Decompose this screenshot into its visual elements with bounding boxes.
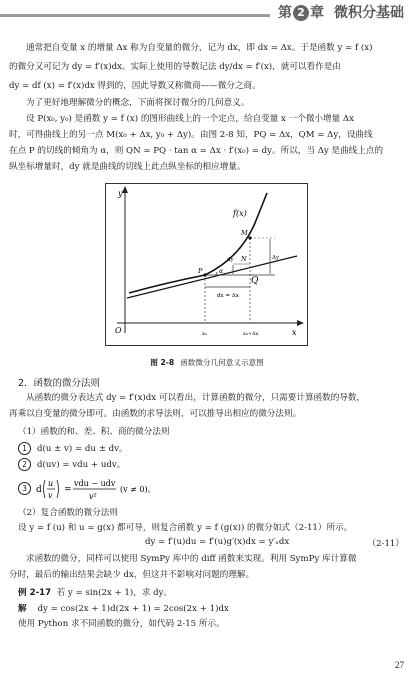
point-p (203, 273, 206, 276)
rhs-denominator: v² (89, 492, 97, 501)
solution-label: 解 (18, 604, 27, 614)
x-axis-label: x (292, 328, 297, 337)
subsection-title: （2）复合函数的微分法则 (18, 508, 118, 518)
dy-label: dy (227, 257, 234, 263)
rule-number: 2 (18, 458, 31, 471)
paragraph-line: 再乘以自变量的微分即可。由函数的求导法则，可以推导出相应的微分法则。 (9, 409, 302, 419)
paragraph-line: 时，可得曲线上的另一点 M(x₀ + Δx, y₀ + Δy)。由图 2-8 知，PQ = Δx，QM = Δy，设曲线 (9, 130, 373, 140)
alpha-label: α (219, 268, 224, 275)
chapter-number: 2 (293, 5, 309, 21)
n-label: N (241, 255, 247, 263)
paragraph-line: 在点 P 的切线的倾角为 α，则 QN = PQ · tan α = Δx · f′(x₀) = dy。所以，当 Δy 是曲线上点的 (9, 146, 384, 156)
origin-label: O (115, 326, 122, 335)
rule-text: d(u ± v) = du ± dv。 (37, 444, 128, 454)
equation-2-11: dy = f′(u)du = f′(u)g′(x)dx = y′ₓdx (145, 537, 290, 547)
paragraph-line: 使用 Python 求不同函数的微分，如代码 2-15 所示。 (18, 619, 225, 629)
example-label: 例 2-17 (18, 588, 52, 598)
page-header (0, 0, 414, 22)
rhs-numerator: vdu − udv (74, 479, 116, 488)
p-label: P (198, 267, 203, 275)
dx-label: dx = Δx (217, 293, 239, 299)
paragraph-line: 设 P(x₀, y₀) 是函数 y = f (x) 的图形曲线上的一个定点，给自变量 x 一个微小增量 Δx (26, 114, 354, 124)
rule-text: d(uv) = vdu + udv。 (37, 460, 126, 470)
example-text: 若 y = sin(2x + 1)，求 dy。 (56, 588, 173, 598)
point-m (248, 236, 251, 239)
paragraph-line: 分时，最后的输出结果会缺少 dx，但这并不影响对问题的理解。 (9, 570, 255, 580)
m-label: M (241, 229, 248, 237)
delta-y-label: Δy (272, 255, 280, 261)
rule-2 (18, 458, 125, 471)
equation-number: （2-11） (367, 539, 404, 549)
right-paren (57, 480, 59, 498)
paragraph-line: dy = df (x) = f′(x)dx 得到的，因此导数又称微商——微分之商。 (9, 81, 261, 91)
chapter-suffix: 章 (310, 5, 324, 21)
lhs-denominator: v (48, 491, 53, 500)
solution-text: dy = cos(2x + 1)d(2x + 1) = 2cos(2x + 1)dx (37, 604, 229, 614)
rule-number: 3 (18, 482, 31, 495)
d-symbol: d (36, 485, 42, 495)
curve-label: f(x) (233, 209, 247, 218)
x0-tick-label: x₀ (202, 331, 207, 337)
chapter-title: 微积分基础 (334, 5, 404, 21)
figure-caption (0, 357, 414, 368)
paragraph-line: 设 y = f (u) 和 u = g(x) 都可导，则复合函数 y = f (g(x)) 的微分如式（2-11）所示。 (18, 523, 353, 533)
left-paren (44, 480, 46, 498)
x0dx-tick-label: x₀+Δx (243, 331, 259, 337)
q-label: Q (251, 276, 259, 286)
page-number: 27 (395, 660, 404, 670)
equals-sign: = (64, 485, 72, 495)
paragraph-line: 为了更好地理解微分的概念，下面将探讨微分的几何意义。 (26, 98, 250, 108)
solution-line (18, 602, 229, 614)
caption-text: 函数微分几何意义示意图 (180, 358, 264, 367)
paragraph-line: 求函数的微分，同样可以使用 SymPy 库中的 diff 函数来实现。利用 SymPy 库计算微 (26, 554, 357, 564)
example-line (18, 586, 172, 598)
differential-diagram (105, 183, 308, 346)
caption-number: 图 2-8 (150, 358, 175, 367)
paragraph-line: 纵坐标增量时，dy 就是曲线的切线上此点纵坐标的相应增量。 (9, 162, 246, 172)
rule-1 (18, 442, 128, 455)
rule-3-number (18, 482, 37, 495)
rule-number: 1 (18, 442, 31, 455)
paragraph-line: 通常把自变量 x 的增量 Δx 称为自变量的微分，记为 dx，即 dx = Δx。于是函数 y = f (x) (26, 43, 373, 53)
header-rule (0, 14, 270, 17)
paragraph-line: 从函数的微分表达式 dy = f′(x)dx 可以看出，计算函数的微分，只需要计算函数的导数， (26, 393, 366, 403)
section-title: 2．函数的微分法则 (18, 378, 101, 389)
rule-condition: (v ≠ 0)。 (120, 485, 156, 494)
lhs-numerator: u (48, 479, 54, 488)
rule-3-formula (36, 474, 196, 504)
chapter-heading (278, 2, 404, 22)
chapter-prefix: 第 (278, 5, 292, 21)
paragraph-line: 的微分又可记为 dy = f′(x)dx。实际上使用的导数记法 dy/dx = f′(x)，就可以看作是由 (9, 62, 341, 72)
y-axis-label: y (118, 189, 123, 198)
subsection-title: （1）函数的和、差、积、商的微分法则 (18, 427, 170, 437)
